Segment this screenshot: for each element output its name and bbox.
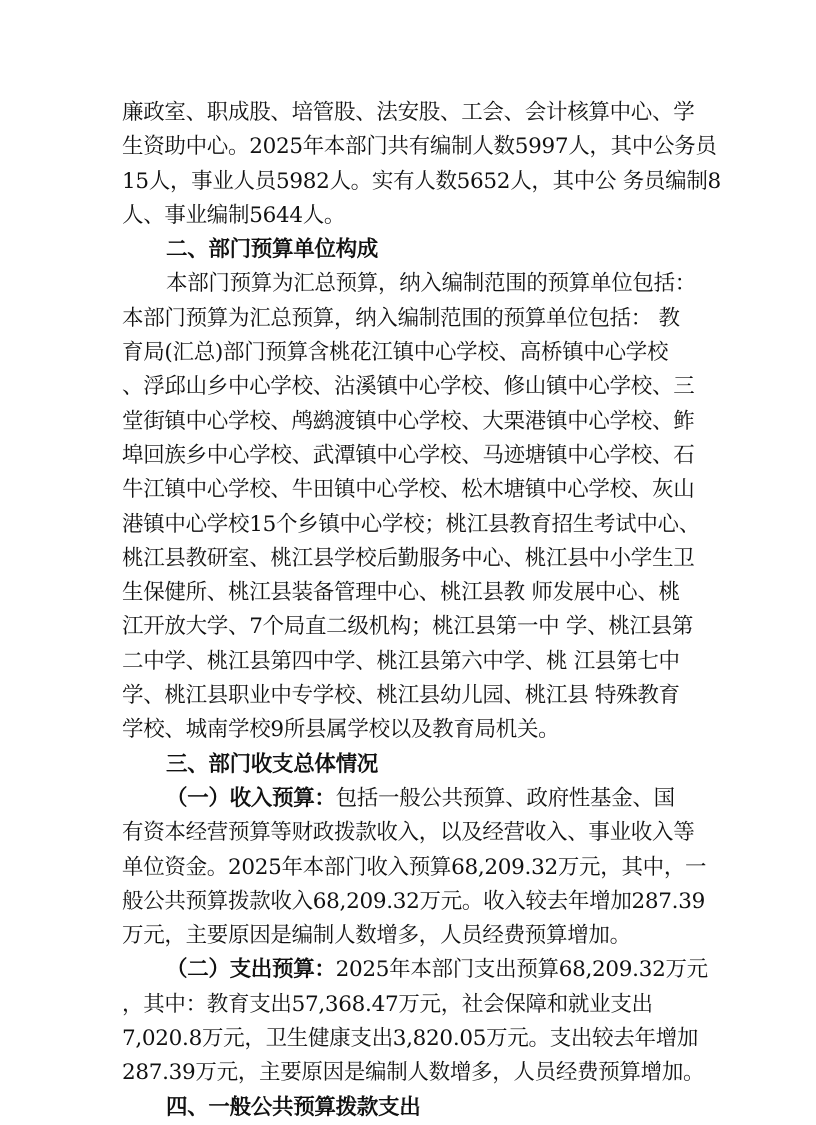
text-line [122, 885, 705, 919]
text-line [122, 370, 696, 404]
text-line [122, 165, 721, 199]
body-text: 15人，事业人员5982人。实有人数5652人，其中公 务员编制8 [122, 168, 721, 194]
bold-text: 四、一般公共预算拨款支出 [166, 1094, 421, 1120]
text-line [122, 233, 696, 267]
body-text: ，其中：教育支出57,368.47万元，社会保障和就业支出 [122, 991, 653, 1017]
text-line [122, 679, 696, 713]
text-line [122, 405, 696, 439]
text-line [122, 816, 696, 850]
bold-text: （一）收入预算： [166, 785, 336, 811]
body-text: 二中学、桃江县第四中学、桃江县第六中学、桃 江县第七中 [122, 648, 680, 674]
body-text: 有资本经营预算等财政拨款收入，以及经营收入、事业收入等 [122, 820, 695, 846]
body-text: 单位资金。2025年本部门收入预算68,209.32万元，其中，一 [122, 854, 707, 880]
body-text: 牛江镇中心学校、牛田镇中心学校、松木塘镇中心学校、灰山 [122, 477, 695, 503]
text-line [122, 1091, 696, 1125]
body-text: 廉政室、职成股、培管股、法安股、工会、会计核算中心、学 [122, 100, 695, 125]
text-line [122, 508, 700, 542]
body-text: 生保健所、桃江县装备管理中心、桃江县教 师发展中心、桃 [122, 580, 680, 606]
body-text: 生资助中心。2025年本部门共有编制人数5997人，其中公务员 [122, 134, 717, 160]
text-line [122, 576, 696, 610]
text-line [122, 267, 696, 301]
document-page [122, 96, 721, 1125]
text-line [122, 439, 696, 473]
text-line [122, 610, 696, 644]
text-line [122, 542, 696, 576]
text-line [122, 782, 696, 816]
body-text: 本部门预算为汇总预算，纳入编制范围的预算单位包括： 教 [122, 305, 680, 331]
text-line [122, 748, 696, 782]
body-text: 学、桃江县职业中专学校、桃江县幼儿园、桃江县 特殊教育 [122, 683, 680, 709]
text-line [122, 302, 696, 336]
body-text: 7,020.8万元，卫生健康支出3,820.05万元。支出较去年增加 [122, 1026, 699, 1052]
text-line [122, 953, 708, 987]
bold-text: 二、部门预算单位构成 [166, 237, 379, 263]
text-line [122, 199, 696, 233]
text-line [122, 1056, 705, 1090]
body-text: 埠回族乡中心学校、武潭镇中心学校、马迹塘镇中心学校、石 [122, 442, 695, 468]
body-text: 堂街镇中心学校、鸬鹚渡镇中心学校、大栗港镇中心学校、鲊 [122, 408, 695, 434]
text-line [122, 473, 696, 507]
body-text: 桃江县教研室、桃江县学校后勤服务中心、桃江县中小学生卫 [122, 545, 695, 571]
text-line [122, 96, 696, 130]
body-text: 2025年本部门支出预算68,209.32万元 [335, 957, 708, 983]
text-line [122, 130, 717, 164]
body-text: 江开放大学、7个局直二级机构；桃江县第一中 学、桃江县第 [122, 614, 694, 640]
text-line [122, 851, 707, 885]
body-text: 育局(汇总)部门预算含桃花江镇中心学校、高桥镇中心学校 [122, 340, 669, 366]
body-text: 本部门预算为汇总预算，纳入编制范围的预算单位包括： [166, 271, 697, 297]
text-line [122, 336, 696, 370]
body-text: 、浮邱山乡中心学校、沾溪镇中心学校、修山镇中心学校、三 [122, 374, 695, 400]
bold-text: （二）支出预算： [166, 957, 336, 983]
body-text: 港镇中心学校15个乡镇中心学校；桃江县教育招生考试中心、 [122, 511, 700, 537]
body-text: 287.39万元，主要原因是编制人数增多，人员经费预算增加。 [122, 1060, 705, 1086]
text-line [122, 1022, 699, 1056]
text-line [122, 645, 696, 679]
text-line [122, 713, 696, 747]
body-text: 般公共预算拨款收入68,209.32万元。收入较去年增加287.39 [122, 888, 705, 914]
body-text: 学校、城南学校9所县属学校以及教育局机关。 [122, 717, 560, 743]
text-line [122, 919, 696, 953]
body-text: 人、事业编制5644人。 [122, 202, 346, 228]
body-text: 包括一般公共预算、政府性基金、国 [335, 785, 675, 811]
text-line [122, 988, 696, 1022]
body-text: 万元，主要原因是编制人数增多，人员经费预算增加。 [122, 923, 631, 949]
bold-text: 三、部门收支总体情况 [166, 751, 379, 777]
